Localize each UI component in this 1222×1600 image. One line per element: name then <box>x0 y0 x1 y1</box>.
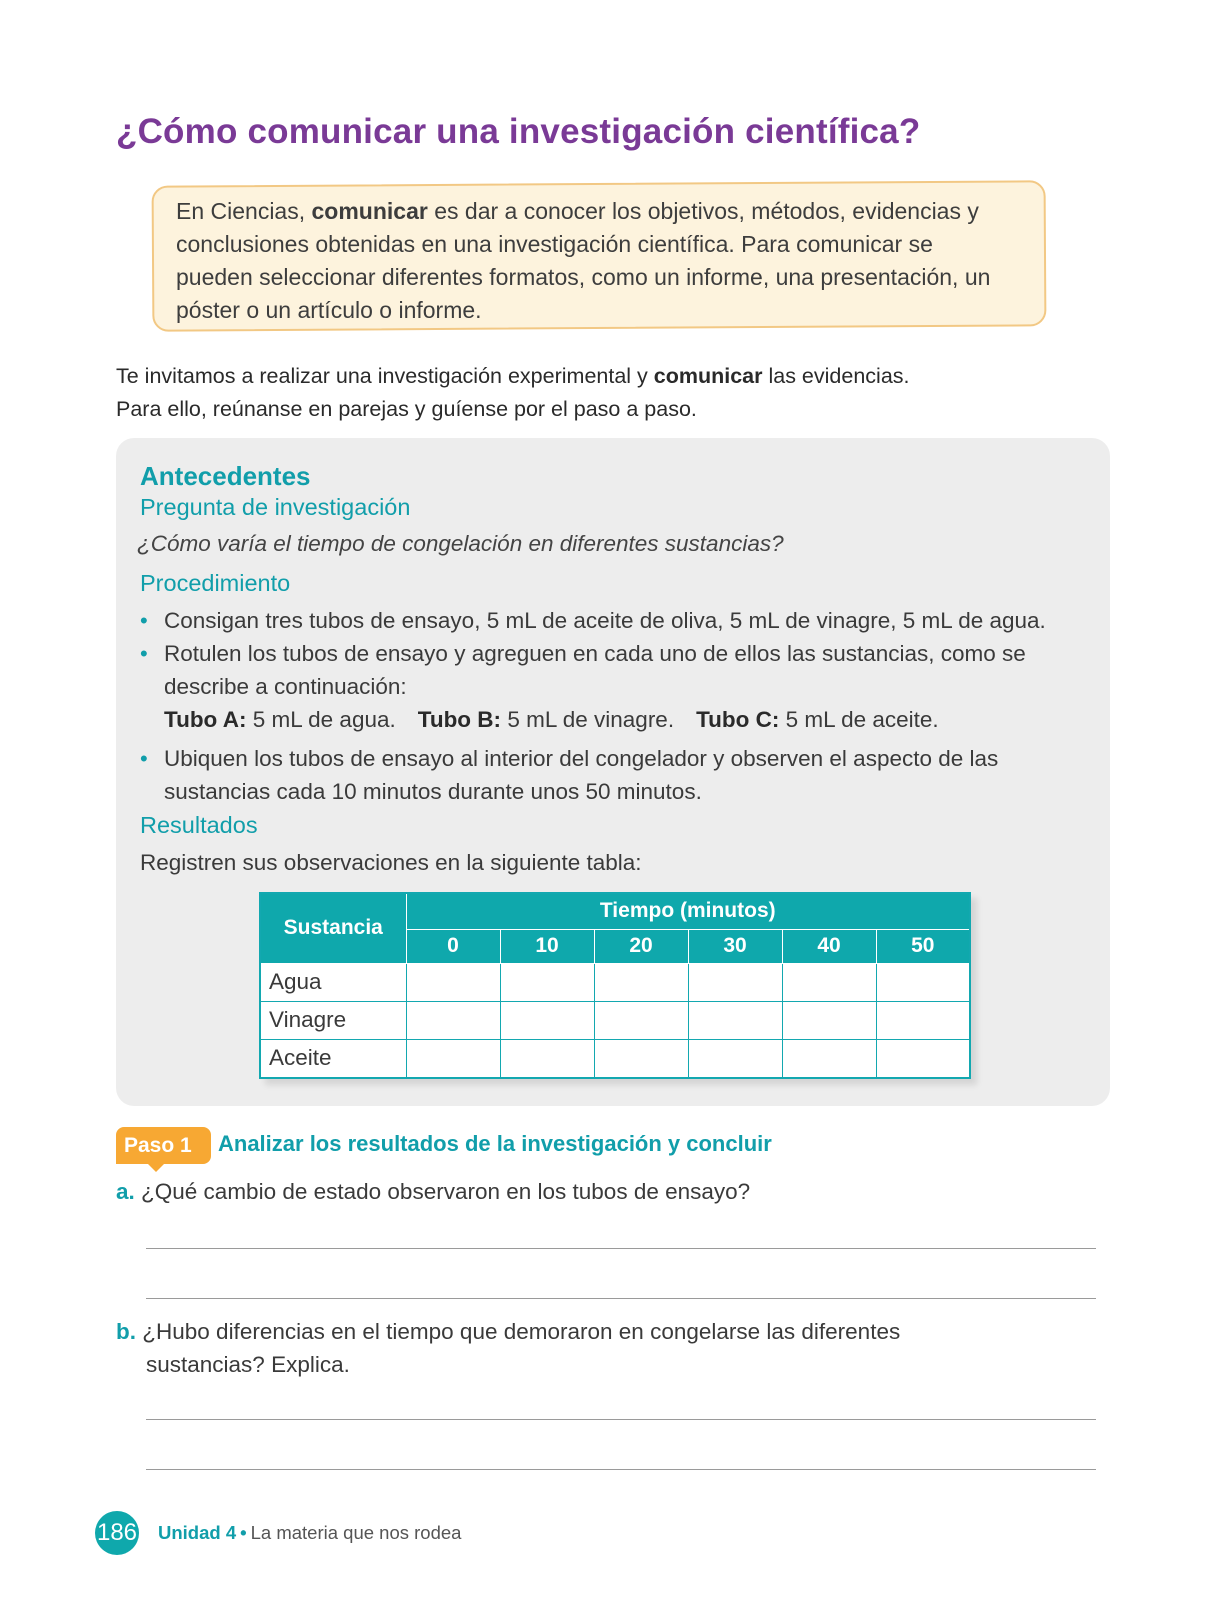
resultados-heading: Resultados <box>140 812 258 838</box>
header-time-col: 30 <box>688 929 782 963</box>
footer-unit-title: La materia que nos rodea <box>250 1522 462 1543</box>
header-tiempo: Tiempo (minutos) <box>406 893 970 929</box>
observation-cell[interactable] <box>688 1039 782 1078</box>
observation-cell[interactable] <box>406 963 500 1001</box>
procedimiento-heading: Procedimiento <box>140 570 291 596</box>
observation-cell[interactable] <box>406 1001 500 1039</box>
page-number: 186 <box>95 1511 139 1555</box>
footer-unit: Unidad 4 <box>158 1522 237 1543</box>
observation-cell[interactable] <box>594 963 688 1001</box>
observation-cell[interactable] <box>500 1039 594 1078</box>
observation-cell[interactable] <box>876 1001 970 1039</box>
intro-line1-after: las evidencias. <box>762 364 910 388</box>
procedure-step <box>140 637 1100 736</box>
question-a-text: ¿Qué cambio de estado observaron en los tubos de ensayo? <box>141 1179 751 1204</box>
paso-title: Analizar los resultados de la investigación y concluir <box>218 1131 772 1156</box>
definition-before: En Ciencias, <box>176 198 312 224</box>
observation-cell[interactable] <box>594 1039 688 1078</box>
procedure-step <box>140 742 1100 808</box>
tube-c-label: Tubo C: <box>696 707 780 732</box>
observations-table <box>259 892 971 1079</box>
observation-cell[interactable] <box>406 1039 500 1078</box>
definition-bold: comunicar <box>311 198 428 224</box>
header-time-col: 40 <box>782 929 876 963</box>
header-time-col: 0 <box>406 929 500 963</box>
procedure-step-text: Ubiquen los tubos de ensayo al interior del congelador y observen el aspecto de las sustancias cada 10 minutos durante unos 50 minutos. <box>164 746 999 804</box>
procedure-step <box>140 604 1100 637</box>
definition-after: es dar a conocer los objetivos, métodos, evidencias y conclusiones obtenidas en una investigación científica. Para comunicar se pueden seleccionar diferentes formatos, como un informe, una presentación, un póster o un artículo o informe. <box>176 198 991 323</box>
footer-text <box>158 1522 461 1544</box>
observation-cell[interactable] <box>688 963 782 1001</box>
intro-line1-before: Te invitamos a realizar una investigación experimental y <box>116 364 654 388</box>
table-row <box>260 1039 970 1078</box>
pregunta-heading: Pregunta de investigación <box>140 494 411 520</box>
observation-cell[interactable] <box>782 963 876 1001</box>
intro-line2: Para ello, reúnanse en parejas y guíense por el paso a paso. <box>116 397 697 421</box>
procedure-step-text: Rotulen los tubos de ensayo y agreguen en cada uno de ellos las sustancias, como se describe a continuación: <box>164 641 1026 699</box>
observation-cell[interactable] <box>782 1039 876 1078</box>
table-row <box>260 963 970 1001</box>
question-a <box>116 1175 1106 1208</box>
observation-cell[interactable] <box>500 1001 594 1039</box>
antecedentes-heading: Antecedentes <box>140 461 311 491</box>
answer-line-a1[interactable] <box>146 1248 1096 1249</box>
tube-b-label: Tubo B: <box>417 707 502 732</box>
header-sustancia: Sustancia <box>260 893 406 963</box>
observation-cell[interactable] <box>782 1001 876 1039</box>
tube-c-content: 5 mL de aceite. <box>779 707 939 732</box>
header-time-col: 50 <box>876 929 970 963</box>
intro-text <box>116 360 1116 426</box>
substance-cell: Vinagre <box>260 1001 406 1039</box>
procedure-step-text: Consigan tres tubos de ensayo, 5 mL de aceite de oliva, 5 mL de vinagre, 5 mL de agua. <box>164 608 1046 633</box>
resultados-text: Registren sus observaciones en la siguiente tabla: <box>140 850 642 875</box>
table-row <box>260 1001 970 1039</box>
header-time-col: 10 <box>500 929 594 963</box>
question-b-line2: sustancias? Explica. <box>146 1352 350 1377</box>
observation-cell[interactable] <box>688 1001 782 1039</box>
question-b-line1: ¿Hubo diferencias en el tiempo que demoraron en congelarse las diferentes <box>142 1319 901 1344</box>
procedure-list <box>140 604 1100 808</box>
answer-line-b2[interactable] <box>146 1469 1096 1470</box>
observation-cell[interactable] <box>876 963 970 1001</box>
bullet-icon: • <box>140 608 148 633</box>
answer-line-b1[interactable] <box>146 1419 1096 1420</box>
footer-separator: • <box>240 1522 247 1543</box>
page-title: ¿Cómo comunicar una investigación científica? <box>116 112 921 151</box>
research-question: ¿Cómo varía el tiempo de congelación en diferentes sustancias? <box>137 531 784 556</box>
question-b-letter: b. <box>116 1319 136 1344</box>
bullet-icon: • <box>140 746 148 771</box>
tube-list <box>164 707 939 732</box>
question-a-letter: a. <box>116 1179 135 1204</box>
paso-badge-tail <box>146 1162 166 1172</box>
observation-cell[interactable] <box>500 963 594 1001</box>
bullet-icon: • <box>140 641 148 666</box>
intro-line1-bold: comunicar <box>653 364 763 388</box>
observation-cell[interactable] <box>876 1039 970 1078</box>
definition-text <box>176 195 1016 327</box>
observation-cell[interactable] <box>594 1001 688 1039</box>
tube-b-content: 5 mL de vinagre. <box>501 707 675 732</box>
question-b <box>116 1315 1106 1381</box>
paso-badge: Paso 1 <box>116 1127 211 1164</box>
answer-line-a2[interactable] <box>146 1298 1096 1299</box>
tube-a-label: Tubo A: <box>164 707 247 732</box>
tube-a-content: 5 mL de agua. <box>246 707 396 732</box>
substance-cell: Aceite <box>260 1039 406 1078</box>
substance-cell: Agua <box>260 963 406 1001</box>
header-time-col: 20 <box>594 929 688 963</box>
